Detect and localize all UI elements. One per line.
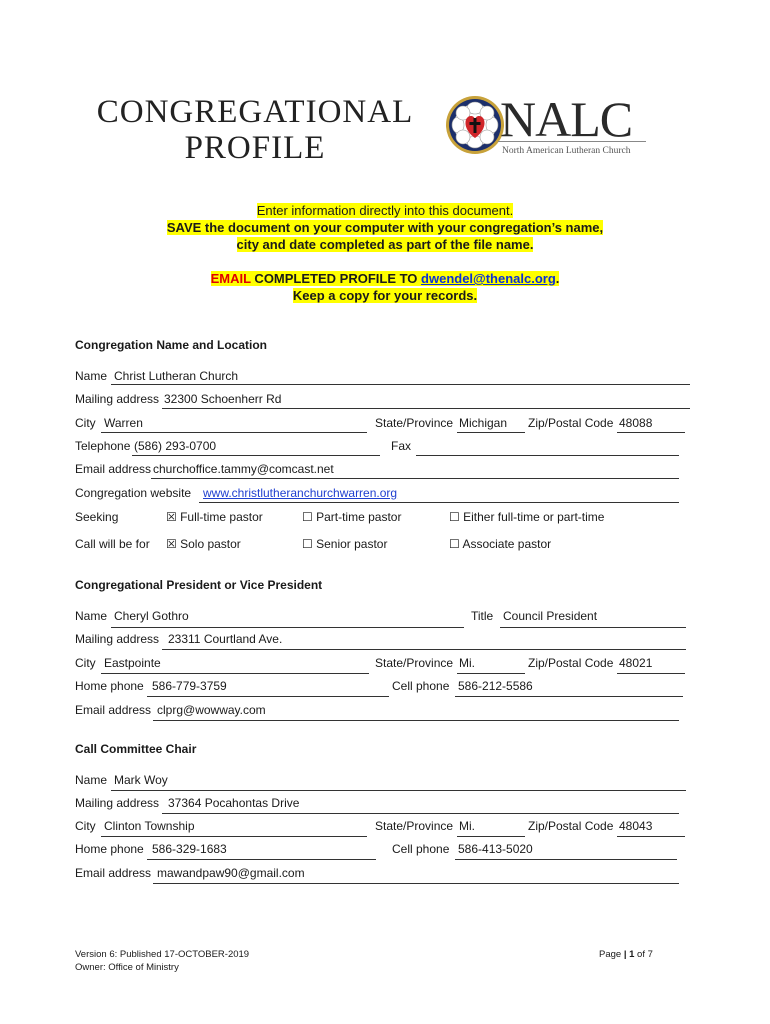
checkbox-icon: ☐ — [302, 537, 317, 551]
president-mailing-label: Mailing address — [75, 632, 160, 646]
checkbox-icon: ☒ — [166, 510, 181, 524]
checkbox-part-time-pastor[interactable]: ☐ Part-time pastor — [302, 510, 402, 524]
congregation-zip-label: Zip/Postal Code — [528, 416, 614, 430]
checkbox-full-time-pastor[interactable]: ☒ Full-time pastor — [166, 510, 263, 524]
checkbox-associate-pastor[interactable]: ☐ Associate pastor — [449, 537, 552, 551]
title-line-2: PROFILE — [184, 130, 326, 166]
nalc-logo — [444, 91, 654, 164]
president-name-field[interactable]: Cheryl Gothro — [114, 609, 189, 623]
committee-cell-phone-field[interactable]: 586-413-5020 — [458, 842, 533, 856]
checkbox-icon: ☐ — [302, 510, 317, 524]
instruction-line-1: Enter information directly into this document. — [256, 203, 514, 218]
checkbox-solo-pastor[interactable]: ☒ Solo pastor — [166, 537, 241, 551]
instruction-line-5: Keep a copy for your records. — [292, 288, 478, 303]
president-zip-field[interactable]: 48021 — [619, 656, 653, 670]
congregation-website-link[interactable]: www.christlutheranchurchwarren.org — [203, 486, 398, 500]
committee-mailing-field[interactable]: 37364 Pocahontas Drive — [168, 796, 300, 810]
congregation-state-label: State/Province — [375, 416, 454, 430]
checkbox-icon: ☐ — [449, 537, 463, 551]
president-state-field[interactable]: Mi. — [459, 656, 475, 670]
president-city-label: City — [75, 656, 96, 670]
president-email-label: Email address — [75, 703, 152, 717]
footer-left — [75, 948, 249, 974]
committee-zip-label: Zip/Postal Code — [528, 819, 614, 833]
committee-mailing-label: Mailing address — [75, 796, 160, 810]
president-zip-label: Zip/Postal Code — [528, 656, 614, 670]
committee-zip-field[interactable]: 48043 — [619, 819, 653, 833]
congregation-zip-field[interactable]: 48088 — [619, 416, 653, 430]
instruction-line-3: city and date completed as part of the file name. — [236, 237, 534, 252]
committee-state-field[interactable]: Mi. — [459, 819, 475, 833]
president-cell-phone-field[interactable]: 586-212-5586 — [458, 679, 533, 693]
call-label: Call will be for — [75, 537, 150, 551]
section-heading-committee: Call Committee Chair — [75, 742, 197, 756]
version-text: Version 6: Published 17-OCTOBER-2019 — [75, 949, 250, 960]
president-city-field[interactable]: Eastpointe — [104, 656, 161, 670]
instruction-line-2: SAVE the document on your computer with your congregation’s name, — [166, 220, 604, 235]
checkbox-icon: ☐ — [449, 510, 464, 524]
president-title-label: Title — [471, 609, 494, 623]
email-word: EMAIL — [210, 271, 251, 286]
president-home-phone-label: Home phone — [75, 679, 144, 693]
congregation-fax-label: Fax — [391, 439, 412, 453]
congregation-website-label: Congregation website — [75, 486, 192, 500]
committee-home-phone-field[interactable]: 586-329-1683 — [152, 842, 227, 856]
congregation-email-field[interactable]: churchoffice.tammy@comcast.net — [153, 462, 334, 476]
instructions: Enter information directly into this document. SAVE the document on your computer with your congregation’s name, city and date completed as part of the file name. EMAIL COMPLETED PROFILE TO dwendel@thenalc.org. Keep a copy for your records. — [166, 203, 604, 303]
document-title — [95, 94, 415, 166]
title-line-1: CONGREGATIONAL — [96, 94, 414, 130]
congregation-city-field[interactable]: Warren — [104, 416, 143, 430]
committee-email-field[interactable]: mawandpaw90@gmail.com — [157, 866, 305, 880]
page-number: Page | 1 of 7 — [599, 949, 653, 960]
congregation-phone-label: Telephone — [75, 439, 131, 453]
logo-rule — [498, 141, 646, 142]
logo-wordmark: NALC — [500, 91, 633, 147]
section-heading-congregation: Congregation Name and Location — [75, 338, 268, 352]
checkbox-icon: ☒ — [166, 537, 181, 551]
congregation-mailing-label: Mailing address — [75, 392, 160, 406]
congregation-name-label: Name — [75, 369, 108, 383]
congregation-email-label: Email address — [75, 462, 152, 476]
president-home-phone-field[interactable]: 586-779-3759 — [152, 679, 227, 693]
section-heading-president: Congregational President or Vice President — [75, 578, 323, 592]
owner-text: Owner: Office of Ministry — [75, 962, 179, 973]
president-state-label: State/Province — [375, 656, 454, 670]
president-cell-phone-label: Cell phone — [392, 679, 450, 693]
checkbox-senior-pastor[interactable]: ☐ Senior pastor — [302, 537, 388, 551]
president-name-label: Name — [75, 609, 108, 623]
committee-state-label: State/Province — [375, 819, 454, 833]
committee-home-phone-label: Home phone — [75, 842, 144, 856]
congregation-name-field[interactable]: Christ Lutheran Church — [114, 369, 239, 383]
congregation-city-label: City — [75, 416, 96, 430]
committee-name-field[interactable]: Mark Woy — [114, 773, 168, 787]
submission-email-link[interactable]: dwendel@thenalc.org — [421, 271, 556, 286]
committee-email-label: Email address — [75, 866, 152, 880]
congregation-mailing-field[interactable]: 32300 Schoenherr Rd — [164, 392, 282, 406]
president-email-field[interactable]: clprg@wowway.com — [157, 703, 266, 717]
congregation-state-field[interactable]: Michigan — [459, 416, 508, 430]
committee-cell-phone-label: Cell phone — [392, 842, 450, 856]
congregation-phone-field[interactable]: (586) 293-0700 — [134, 439, 217, 453]
logo-subtitle: North American Lutheran Church — [502, 146, 631, 156]
president-title-field[interactable]: Council President — [503, 609, 598, 623]
email-instruction: COMPLETED PROFILE TO — [250, 271, 422, 286]
seeking-label: Seeking — [75, 510, 119, 524]
luther-rose-icon — [444, 94, 506, 156]
president-mailing-field[interactable]: 23311 Courtland Ave. — [168, 632, 283, 646]
checkbox-either-full-or-part-time[interactable]: ☐ Either full-time or part-time — [449, 510, 605, 524]
committee-city-label: City — [75, 819, 96, 833]
committee-city-field[interactable]: Clinton Township — [104, 819, 195, 833]
committee-name-label: Name — [75, 773, 108, 787]
